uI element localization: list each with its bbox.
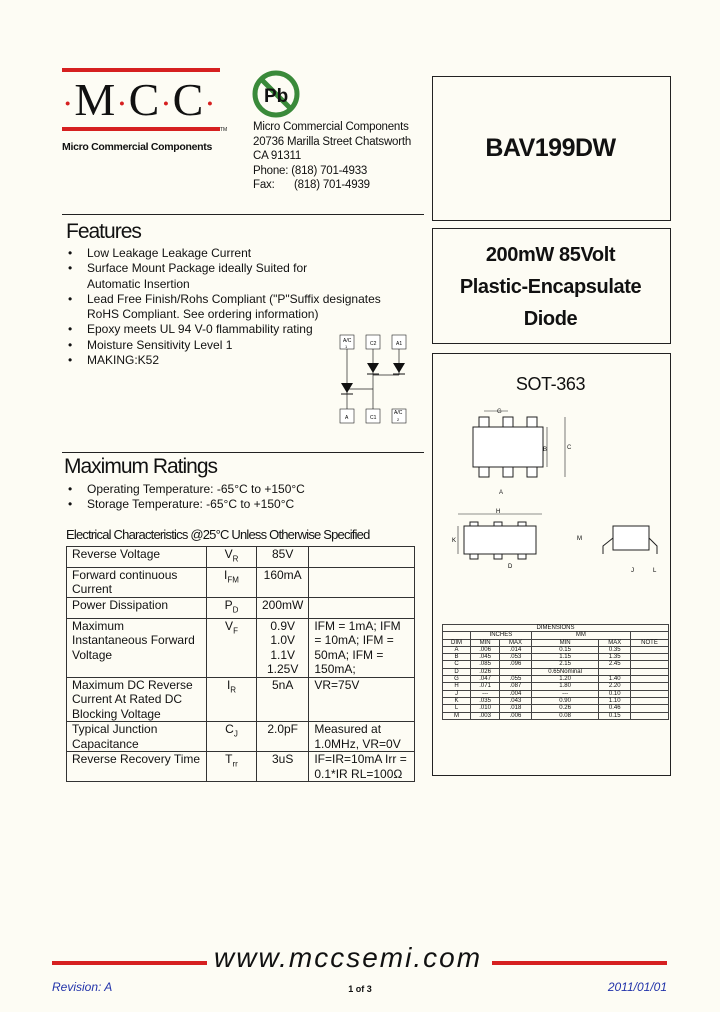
dim-cell: [631, 661, 669, 668]
dim-cell: H: [443, 683, 471, 690]
svg-text:J: J: [631, 568, 634, 574]
table-row: [67, 547, 415, 568]
svg-text:L: L: [653, 568, 657, 574]
dim-cell: 0.65Nominal: [531, 668, 599, 675]
table-row: [443, 690, 669, 697]
dim-title: DIMENSIONS: [443, 625, 669, 632]
dim-cell: 0.90: [531, 697, 599, 704]
dim-cell: [631, 654, 669, 661]
feature-item: • MAKING:K52: [68, 353, 160, 368]
revision: Revision: A: [52, 980, 113, 994]
pin-configuration-diagram: [330, 333, 420, 427]
svg-text:H: H: [496, 509, 501, 515]
param-cell: Reverse Voltage: [67, 547, 207, 568]
rating-item: • Operating Temperature: -65°C to +150°C: [68, 482, 305, 496]
part-number: BAV199DW: [485, 134, 616, 162]
table-row: [443, 661, 669, 668]
pin-label: C2: [370, 341, 377, 347]
revision-date: 2011/01/01: [607, 980, 667, 994]
dim-header: MAX: [500, 639, 532, 646]
svg-text:G: G: [497, 409, 502, 415]
address-line: Micro Commercial Components: [253, 121, 409, 133]
dim-cell: 0.35: [599, 646, 631, 653]
condition-cell: IFM = 1mA; IFM = 10mA; IFM = 50mA; IFM = 150mA;: [309, 618, 415, 677]
dim-cell: [631, 668, 669, 675]
mcc-logo: ·M·C·C·: [62, 74, 217, 125]
dim-cell: ---: [531, 690, 599, 697]
dim-cell: J: [443, 690, 471, 697]
company-name: Micro Commercial Components: [62, 141, 213, 153]
param-cell: Power Dissipation: [67, 597, 207, 618]
dim-cell: 2.45: [599, 661, 631, 668]
dim-cell: .004: [500, 690, 532, 697]
table-row: [67, 752, 415, 782]
logo-bottom-bar: [62, 127, 220, 131]
condition-cell: IF=IR=10mA Irr = 0.1*IR RL=100Ω: [309, 752, 415, 782]
features-rule: [62, 214, 424, 215]
dim-cell: 0.10: [599, 690, 631, 697]
condition-cell: [309, 597, 415, 618]
dim-cell: 1.80: [531, 683, 599, 690]
dim-cell: 0.26: [531, 705, 599, 712]
dimensions-table: [442, 624, 669, 720]
dim-cell: .043: [500, 697, 532, 704]
dim-header: NOTE: [631, 639, 669, 646]
dim-cell: A: [443, 646, 471, 653]
dim-cell: 1.20: [531, 676, 599, 683]
dim-cell: 2.20: [599, 683, 631, 690]
svg-text:D: D: [508, 564, 513, 570]
package-side-view: [575, 520, 665, 580]
dim-cell: [631, 697, 669, 704]
condition-cell: VR=75V: [309, 677, 415, 722]
feature-item: • Lead Free Finish/Rohs Compliant ("P"Suffix designates: [68, 291, 381, 306]
description-line: 200mW 85Volt: [485, 244, 616, 266]
value-cell: 2.0pF: [257, 722, 309, 752]
dim-cell: 1.40: [599, 676, 631, 683]
feature-item: • Moisture Sensitivity Level 1: [68, 337, 233, 352]
pin-number: 2: [397, 417, 400, 422]
dim-cell: [631, 705, 669, 712]
page-number: 1 of 3: [348, 984, 372, 994]
feature-item: RoHS Compliant. See ordering information): [87, 307, 319, 322]
pin-label: A/C: [343, 338, 352, 344]
table-row: [443, 683, 669, 690]
dim-cell: .006: [500, 712, 532, 719]
features-title: Features: [66, 220, 141, 243]
dim-cell: .035: [471, 697, 500, 704]
description-line: Plastic-Encapsulate: [459, 276, 642, 298]
condition-cell: Measured at 1.0MHz, VR=0V: [309, 722, 415, 752]
table-row: [67, 567, 415, 597]
dim-cell: .010: [471, 705, 500, 712]
dim-cell: .053: [500, 654, 532, 661]
footer-bar-left: [52, 961, 207, 965]
dim-cell: .003: [471, 712, 500, 719]
lead-free-icon: [251, 68, 301, 120]
feature-item: Automatic Insertion: [87, 276, 190, 291]
package-top-view: [455, 405, 585, 500]
symbol-cell: $V_F$: [207, 618, 257, 677]
dim-cell: [500, 668, 532, 675]
address-block: [253, 120, 411, 193]
table-row: [443, 697, 669, 704]
table-row: [443, 668, 669, 675]
table-row: [67, 618, 415, 677]
dim-cell: L: [443, 705, 471, 712]
value-cell: 160mA: [257, 567, 309, 597]
symbol-cell: $I_R$: [207, 677, 257, 722]
electrical-characteristics-table: [66, 546, 415, 782]
electrical-title: Electrical Characteristics @25°C Unless Otherwise Specified: [66, 527, 370, 542]
symbol-cell: $V_R$: [207, 547, 257, 568]
dim-cell: 1.15: [531, 654, 599, 661]
dim-cell: ---: [471, 690, 500, 697]
fax-number: (818) 701-4939: [294, 179, 370, 192]
dim-cell: [631, 683, 669, 690]
dim-cell: 0.08: [531, 712, 599, 719]
dim-cell: [631, 690, 669, 697]
feature-item: • Surface Mount Package ideally Suited for: [68, 261, 308, 276]
dim-cell: 2.15: [531, 661, 599, 668]
pb-text: Pb: [264, 86, 289, 107]
svg-text:B: B: [543, 447, 548, 453]
table-row: [67, 597, 415, 618]
pin-number: 1: [345, 344, 348, 349]
dim-cell: .087: [500, 683, 532, 690]
param-cell: Maximum DC Reverse Current At Rated DC Blocking Voltage: [67, 677, 207, 722]
dim-cell: 1.35: [599, 654, 631, 661]
logo-tm: TM: [220, 127, 228, 133]
dim-cell: [599, 668, 631, 675]
table-row: [67, 677, 415, 722]
dim-cell: [631, 712, 669, 719]
dim-cell: B: [443, 654, 471, 661]
pin-label: A1: [396, 341, 403, 347]
condition-cell: [309, 567, 415, 597]
param-cell: Typical Junction Capacitance: [67, 722, 207, 752]
ratings-rule: [62, 452, 424, 453]
value-cell: 3uS: [257, 752, 309, 782]
dim-cell: .071: [471, 683, 500, 690]
package-name: SOT-363: [515, 374, 586, 394]
table-row: [67, 722, 415, 752]
dim-header: DIM: [443, 639, 471, 646]
footer-url[interactable]: www.mccsemi.com: [214, 942, 483, 973]
symbol-cell: $I_{FM}$: [207, 567, 257, 597]
dim-cell: C: [443, 661, 471, 668]
dim-cell: .006: [471, 646, 500, 653]
symbol-cell: $C_J$: [207, 722, 257, 752]
dim-cell: 0.15: [599, 712, 631, 719]
pin-label: C1: [370, 415, 377, 421]
address-line: 20736 Marilla Street Chatsworth: [253, 135, 412, 148]
dim-cell: 0.15: [531, 646, 599, 653]
param-cell: Forward continuous Current: [67, 567, 207, 597]
footer-bar-right: [492, 961, 667, 965]
symbol-cell: $P_D$: [207, 597, 257, 618]
symbol-cell: $T_{rr}$: [207, 752, 257, 782]
value-cell: 85V: [257, 547, 309, 568]
svg-text:A: A: [499, 490, 504, 496]
svg-text:M: M: [577, 536, 582, 542]
dim-cell: .047: [471, 676, 500, 683]
dim-cell: [631, 646, 669, 653]
address-line: CA 91311: [253, 150, 302, 163]
phone-number: (818) 701-4933: [291, 164, 368, 177]
logo-top-bar: [62, 68, 220, 72]
table-row: [443, 705, 669, 712]
dim-cell: D: [443, 668, 471, 675]
feature-item: • Low Leakage Leakage Current: [68, 246, 252, 260]
rating-item: • Storage Temperature: -65°C to +150°C: [68, 497, 295, 512]
svg-text:C: C: [567, 445, 572, 451]
description-line: Diode: [523, 308, 578, 330]
dim-cell: .026: [471, 668, 500, 675]
dim-cell: .018: [500, 705, 532, 712]
value-cell: 200mW: [257, 597, 309, 618]
param-cell: Maximum Instantaneous Forward Voltage: [67, 618, 207, 677]
table-row: [443, 712, 669, 719]
ratings-list: [66, 482, 421, 513]
dim-cell: .055: [500, 676, 532, 683]
fax-label: Fax:: [253, 179, 275, 192]
dim-cell: 1.10: [599, 697, 631, 704]
table-row: [443, 676, 669, 683]
feature-item: • Epoxy meets UL 94 V-0 flammability rating: [68, 322, 313, 337]
value-cell: 5nA: [257, 677, 309, 722]
dim-unit: INCHES: [471, 632, 532, 639]
table-row: [443, 646, 669, 653]
dim-cell: M: [443, 712, 471, 719]
value-cell: 0.9V 1.0V 1.1V 1.25V: [257, 618, 309, 677]
dim-unit: MM: [531, 632, 630, 639]
pin-label: A: [345, 415, 349, 421]
dim-cell: [631, 676, 669, 683]
dim-header: MIN: [531, 639, 599, 646]
svg-text:K: K: [452, 538, 457, 544]
phone-label: Phone:: [253, 164, 289, 177]
dim-cell: K: [443, 697, 471, 704]
param-cell: Reverse Recovery Time: [67, 752, 207, 782]
ratings-title: Maximum Ratings: [64, 455, 218, 478]
dim-header: MAX: [599, 639, 631, 646]
package-front-view: [450, 508, 550, 578]
dim-cell: .014: [500, 646, 532, 653]
dim-cell: .096: [500, 661, 532, 668]
pin-label: A/C: [394, 410, 403, 416]
dim-cell: .085: [471, 661, 500, 668]
dim-cell: G: [443, 676, 471, 683]
dim-cell: 0.46: [599, 705, 631, 712]
description: [432, 239, 669, 335]
dim-cell: .045: [471, 654, 500, 661]
table-row: [443, 654, 669, 661]
dim-header: MIN: [471, 639, 500, 646]
condition-cell: [309, 547, 415, 568]
